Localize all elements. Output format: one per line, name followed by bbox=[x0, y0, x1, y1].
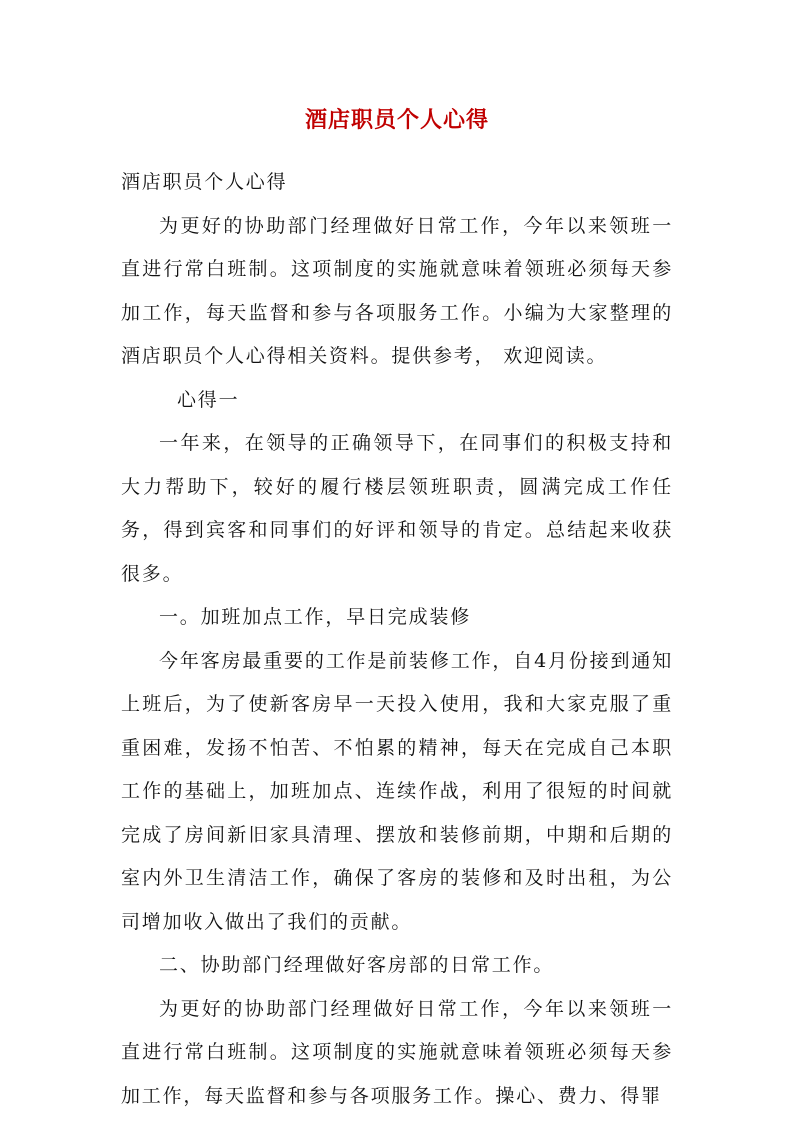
document-title: 酒店职员个人心得 bbox=[304, 107, 489, 133]
paragraph-plain-heading: 酒店职员个人心得 bbox=[121, 171, 288, 193]
paragraph-daily-work: 为更好的协助部门经理做好日常工作，今年以来领班一直进行常白班制。这项制度的实施就意味着领班必须每天参加工作，每天监督和参与各项服务工作。操心、费力、得罪 bbox=[121, 997, 673, 1107]
document-body bbox=[121, 161, 673, 1118]
paragraph-renovation: 今年客房最重要的工作是前装修工作，自4月份接到通知上班后，为了使新客房早一天投入使用，我和大家克服了重重困难，发扬不怕苦、不怕累的精神，每天在完成自己本职工作的基础上，加班加点、连续作战，利用了很短的时间就完成了房间新旧家具清理、摆放和装修前期，中期和后期的室内外卫生清洁工作，确保了客房的装修和及时出租，为公司增加收入做出了我们的贡献。 bbox=[121, 649, 673, 933]
section-heading-overtime: 一。加班加点工作，早日完成装修 bbox=[159, 606, 472, 628]
section-heading-assist-manager: 二、协助部门经理做好客房部的日常工作。 bbox=[159, 954, 555, 976]
paragraph-summary: 一年来，在领导的正确领导下，在同事们的积极支持和大力帮助下，较好的履行楼层领班职责，圆满完成工作任务，得到宾客和同事们的好评和领导的肯定。总结起来收获很多。 bbox=[121, 432, 673, 585]
section-heading-xinde-1: 心得一 bbox=[177, 388, 240, 411]
paragraph-intro: 为更好的协助部门经理做好日常工作，今年以来领班一直进行常白班制。这项制度的实施就意味着领班必须每天参加工作，每天监督和参与各项服务工作。小编为大家整理的酒店职员个人心得相关资料。提供参考， 欢迎阅读。 bbox=[121, 214, 673, 367]
